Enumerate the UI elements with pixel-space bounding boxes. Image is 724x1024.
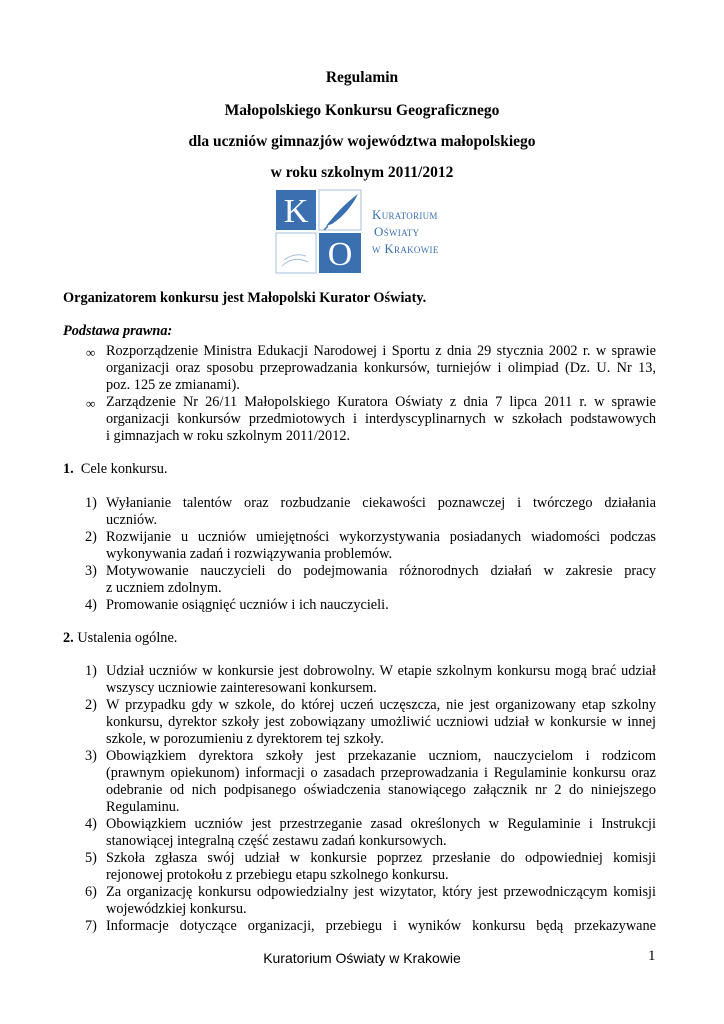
section-2-item-2-line-1: W przypadku gdy w szkole, do której uczeń uczęszcza, nie jest organizowany etap szkolny (106, 697, 656, 713)
section-2-item-3-line-4: Regulaminu. (106, 799, 180, 815)
section-1-item-2-line-1: Rozwijanie u uczniów umiejętności wykorzystywania posiadanych wiadomości podczas (106, 529, 656, 545)
legal-basis-item-1-line-2: organizacji oraz sposobu przeprowadzania konkursów, turniejów i olimpiad (Dz. U. Nr 13, (106, 360, 656, 376)
logo-o-letter: O (327, 236, 353, 273)
section-2-item-5-line-1: Szkoła zgłasza swój udział w konkursie poprzez przesłanie do odpowiedniej komisji (106, 850, 656, 866)
section-1-item-3-num: 3) (85, 563, 97, 579)
doc-title-line-3: dla uczniów gimnazjów województwa małopolskiego (188, 133, 536, 150)
page-footer: Kuratorium Oświaty w Krakowie (263, 950, 461, 966)
section-2-item-6-num: 6) (85, 884, 97, 900)
legal-basis-item-2-line-2: organizacji konkursów przedmiotowych i interdyscyplinarnych w szkołach podstawowych (106, 411, 656, 427)
section-2-item-3-line-3: odebranie od nich podpisanego oświadczenia stanowiącego załącznik nr 2 do niniejszego (106, 782, 656, 798)
section-2-title: Ustalenia ogólne. (77, 630, 178, 646)
section-2-item-5-line-2: rejonowej protokołu z przebiegu etapu szkolnego konkursu. (106, 867, 449, 883)
section-2-item-3-num: 3) (85, 748, 97, 764)
logo-text-line-2: Oświaty (374, 224, 420, 239)
section-2-item-1-num: 1) (85, 663, 97, 679)
section-2-item-3-line-1: Obowiązkiem dyrektora szkoły jest przekazanie uczniom, nauczycielom i rodzicom (106, 748, 656, 764)
section-1-item-3-line-2: z uczniem zdolnym. (106, 580, 222, 596)
section-1-item-2-num: 2) (85, 529, 97, 545)
section-2-item-1-line-1: Udział uczniów w konkursie jest dobrowolny. W etapie szkolnym konkursu mogą brać udział (106, 663, 656, 679)
section-1-item-2-line-2: wykonywania zadań i rozwiązywania problemów. (106, 546, 393, 562)
section-1-item-1-num: 1) (85, 495, 97, 511)
section-2-heading (63, 630, 177, 647)
section-2-item-2-line-3: szkole, w porozumieniu z dyrektorem tej szkoły. (106, 731, 384, 747)
logo-k-letter: K (283, 193, 309, 230)
section-2-item-1-line-2: wszyscy uczniowie zainteresowani konkursem. (106, 680, 377, 696)
doc-title-line-1: Regulamin (325, 69, 399, 86)
doc-title-line-2: Małopolskiego Konkursu Geograficznego (224, 102, 500, 119)
section-2-item-7-line-1: Informacje dotyczące organizacji, przebiegu i wyników konkursu będą przekazywane (106, 918, 656, 934)
section-1-title: Cele konkursu. (80, 461, 168, 477)
legal-basis-item-1-line-1: Rozporządzenie Ministra Edukacji Narodowej i Sportu z dnia 29 stycznia 2002 r. w sprawie (106, 343, 656, 359)
section-2-item-6-line-2: wojewódzkiej konkursu. (106, 901, 247, 917)
section-1-heading (63, 461, 167, 478)
legal-basis-item-2-line-3: i gimnazjach w roku szkolnym 2011/2012. (106, 428, 351, 444)
page-number: 1 (648, 948, 656, 964)
organizer-statement: Organizatorem konkursu jest Małopolski Kurator Oświaty. (63, 290, 427, 306)
section-2-item-4-line-1: Obowiązkiem uczniów jest przestrzeganie zasad określonych w Regulaminie i Instrukcji (106, 816, 656, 832)
section-1-item-4-num: 4) (85, 597, 97, 613)
legal-basis-heading: Podstawa prawna: (63, 323, 173, 339)
logo-text-line-3: w Krakowie (372, 241, 439, 256)
doc-title-line-4: w roku szkolnym 2011/2012 (270, 164, 454, 181)
section-2-item-3-line-2: (prawnym opiekunom) informacji o zasadach przeprowadzania i Regulaminie konkursu oraz (106, 765, 656, 781)
section-2-item-2-num: 2) (85, 697, 97, 713)
infinity-bullet-icon: ∞ (86, 396, 96, 411)
section-1-number: 1. (63, 461, 74, 477)
section-2-item-7-num: 7) (85, 918, 97, 934)
legal-basis-item-2-line-1: Zarządzenie Nr 26/11 Małopolskiego Kuratora Oświaty z dnia 7 lipca 2011 r. w sprawie (106, 394, 656, 410)
section-1-item-1-line-2: uczniów. (106, 512, 158, 528)
section-2-item-4-line-2: stanowiącej integralną część zestawu zadań konkursowych. (106, 833, 447, 849)
section-2-item-6-line-1: Za organizację konkursu odpowiedzialny jest wizytator, który jest przewodniczącym komisji (106, 884, 656, 900)
infinity-bullet-icon: ∞ (86, 345, 96, 360)
section-2-number: 2. (63, 630, 74, 646)
legal-basis-item-1-line-3: poz. 125 ze zmianami). (106, 377, 240, 393)
section-1-item-3-line-1: Motywowanie nauczycieli do podejmowania różnorodnych działań w zakresie pracy (106, 563, 656, 579)
section-2-item-4-num: 4) (85, 816, 97, 832)
section-2-item-5-num: 5) (85, 850, 97, 866)
section-1-item-4-line-1: Promowanie osiągnięć uczniów i ich nauczycieli. (106, 597, 389, 613)
section-2-item-2-line-2: konkursu, dyrektor szkoły jest zobowiązany umożliwić uczniowi udział w konkursie w innej (106, 714, 656, 730)
logo-book-square (276, 233, 316, 273)
section-1-item-1-line-1: Wyłanianie talentów oraz rozbudzanie ciekawości poznawczej i twórczego działania (106, 495, 656, 511)
logo-text (372, 206, 439, 257)
logo-text-line-1: Kuratorium (372, 207, 438, 222)
